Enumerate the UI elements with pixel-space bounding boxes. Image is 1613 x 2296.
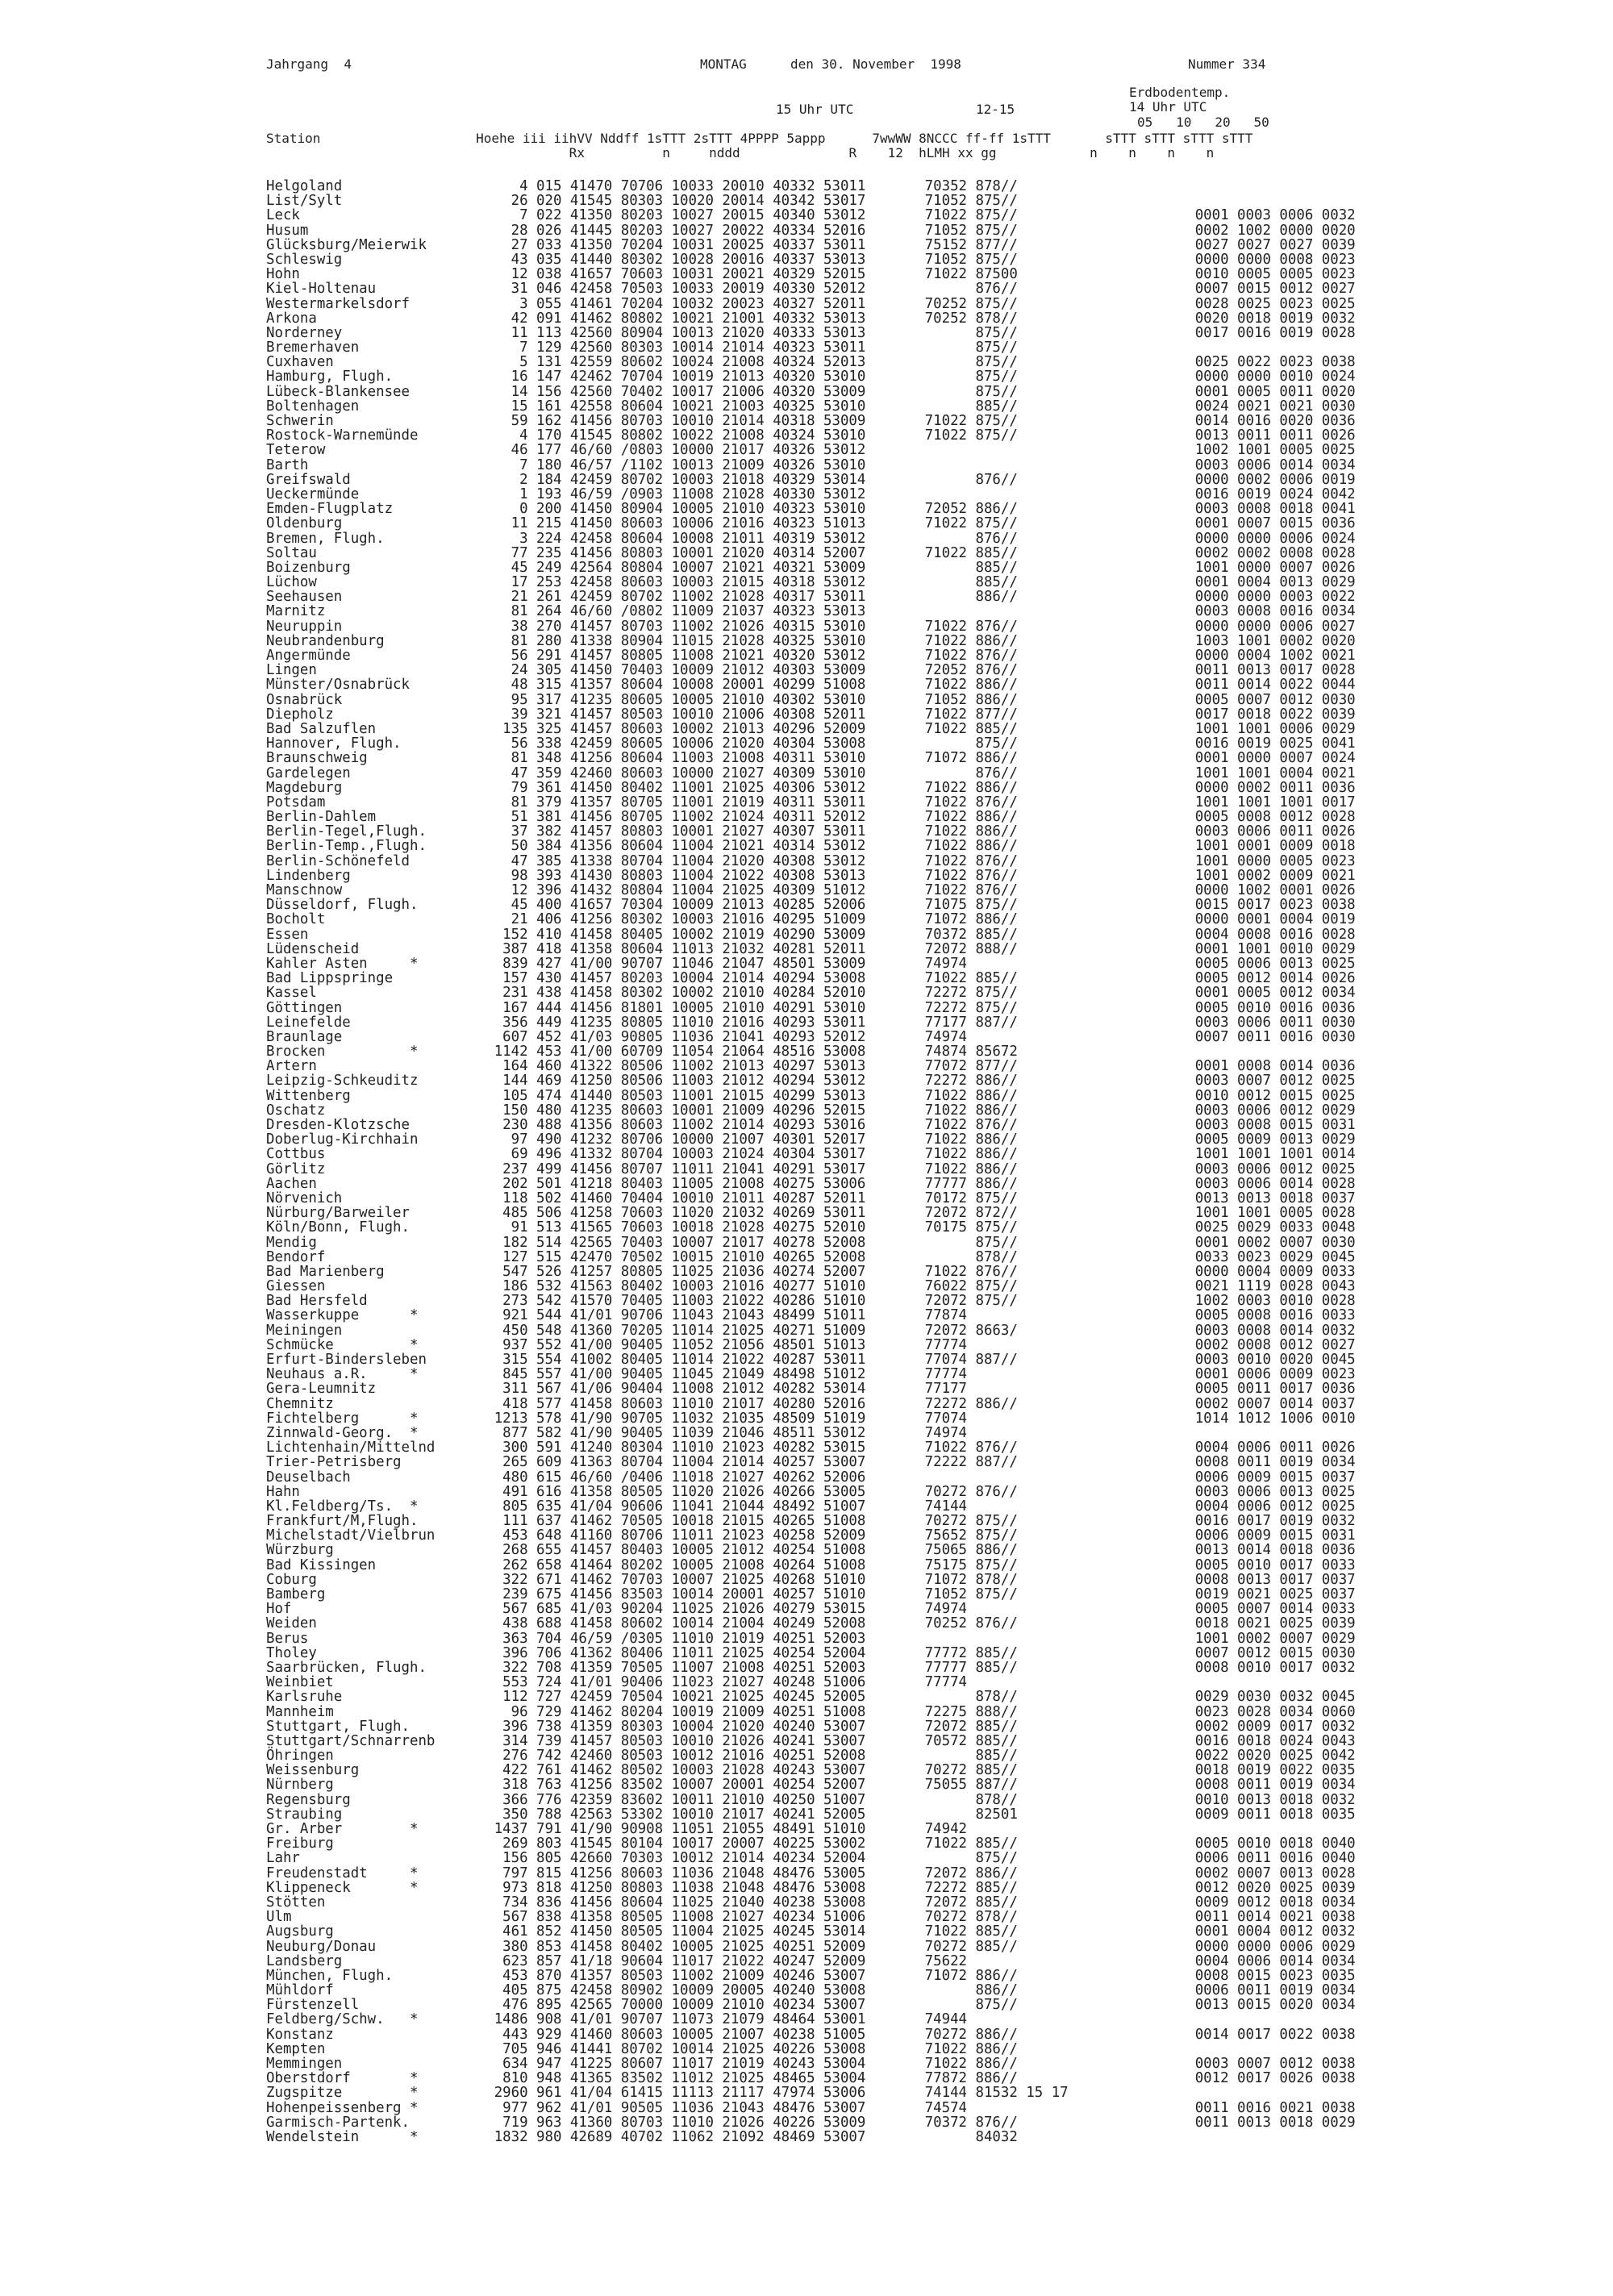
table-row: Westermarkelsdorf 3 055 41461 70204 10032 20023 40327 52011 70252 875// 0028 0025 0023 0025 bbox=[266, 295, 1356, 312]
table-row: Magdeburg 79 361 41450 80402 11001 21025 40306 53012 71022 886// 0000 0002 0011 0036 bbox=[266, 779, 1356, 796]
table-row: Bendorf 127 515 42470 70502 10015 21010 40265 52008 878// 0033 0023 0029 0045 bbox=[266, 1248, 1356, 1265]
table-row: Hamburg, Flugh. 16 147 42462 70704 10019 21013 40320 53010 875// 0000 0000 0010 0024 bbox=[266, 369, 1356, 385]
table-row: Weissenburg 422 761 41462 80502 10003 21028 40243 53007 70272 885// 0018 0019 0022 0035 bbox=[266, 1762, 1356, 1779]
table-row: Memmingen 634 947 41225 80607 11017 21019 40243 53004 71022 886// 0003 0007 0012 0038 bbox=[266, 2056, 1356, 2072]
table-row: Kahler Asten * 839 427 41/00 90707 11046 21047 48501 53009 74974 0005 0006 0013 0025 bbox=[266, 955, 1356, 972]
table-row: Freiburg 269 803 41545 80104 10017 20007 40225 53002 71022 885// 0005 0010 0018 0040 bbox=[266, 1836, 1356, 1852]
table-row: Gardelegen 47 359 42460 80603 10000 21027 40309 53010 876// 1001 1001 0004 0021 bbox=[266, 765, 1356, 781]
table-row: Deuselbach 480 615 46/60 /0406 11018 21027 40262 52006 0006 0009 0015 0037 bbox=[266, 1469, 1356, 1486]
table-row: Cuxhaven 5 131 42559 80602 10024 21008 40324 52013 875// 0025 0022 0023 0038 bbox=[266, 354, 1356, 371]
table-row: Wasserkuppe * 921 544 41/01 90706 11043 21043 48499 51011 77874 0005 0008 0016 0033 bbox=[266, 1307, 1356, 1324]
table-row: Landsberg 623 857 41/18 90604 11017 21022 40247 52009 75622 0004 0006 0014 0034 bbox=[266, 1952, 1356, 1969]
table-row: Lüdenscheid 387 418 41358 80604 11013 21032 40281 52011 72072 888// 0001 1001 0010 0029 bbox=[266, 940, 1356, 957]
table-row: Göttingen 167 444 41456 81801 10005 21010 40291 53010 72272 875// 0005 0010 0016 0036 bbox=[266, 999, 1356, 1016]
table-row: Bad Salzuflen 135 325 41457 80603 10002 21013 40296 52009 71022 885// 1001 1001 0006 0029 bbox=[266, 720, 1356, 737]
table-row: Gr. Arber * 1437 791 41/90 90908 11051 21055 48491 51010 74942 bbox=[266, 1821, 1187, 1837]
table-row: Mühldorf 405 875 42458 80902 10009 20005 40240 53008 886// 0006 0011 0019 0034 bbox=[266, 1982, 1356, 1999]
table-row: Essen 152 410 41458 80405 10002 21019 40290 53009 70372 885// 0004 0008 0016 0028 bbox=[266, 926, 1356, 943]
table-row: Neuhaus a.R. * 845 557 41/00 90405 11045 21049 48498 51012 77774 0001 0006 0009 0023 bbox=[266, 1366, 1356, 1383]
table-row: Zinnwald-Georg. * 877 582 41/90 90405 11039 21046 48511 53012 74974 bbox=[266, 1424, 1187, 1441]
table-row: Bocholt 21 406 41256 80302 10003 21016 40295 51009 71072 886// 0000 0001 0004 0019 bbox=[266, 911, 1356, 928]
jahrgang-label: Jahrgang 4 bbox=[266, 56, 352, 72]
table-row: Mendig 182 514 42565 70403 10007 21017 40278 52008 875// 0001 0002 0007 0030 bbox=[266, 1234, 1356, 1251]
table-row: Potsdam 81 379 41357 80705 11001 21019 40311 53011 71022 876// 1001 1001 1001 0017 bbox=[266, 794, 1356, 810]
table-row: Kassel 231 438 41458 80302 10002 21010 40284 52010 72272 875// 0001 0005 0012 0034 bbox=[266, 985, 1356, 1002]
table-row: Hohenpeissenberg * 977 962 41/01 90505 11036 21043 48476 53007 74574 0011 0016 0021 0038 bbox=[266, 2099, 1356, 2116]
table-row: Ulm 567 838 41358 80505 11008 21027 40234 51006 70272 878// 0011 0014 0021 0038 bbox=[266, 1909, 1356, 1926]
table-row: Lahr 156 805 42660 70303 10012 21014 40234 52004 875// 0006 0011 0016 0040 bbox=[266, 1850, 1356, 1867]
time-15-label: 15 Uhr UTC bbox=[776, 102, 854, 117]
table-row: Leipzig-Schkeuditz 144 469 41250 80506 11003 21012 40294 53012 72272 886// 0003 0007 0012 0025 bbox=[266, 1073, 1356, 1090]
table-row: Lüchow 17 253 42458 80603 10003 21015 40318 53012 885// 0001 0004 0013 0029 bbox=[266, 574, 1356, 591]
table-row: Arkona 42 091 41462 80802 10021 21001 40332 53013 70252 878// 0020 0018 0019 0032 bbox=[266, 310, 1356, 327]
table-row: Gera-Leumnitz 311 567 41/06 90404 11008 21012 40282 53014 77177 0005 0011 0017 0036 bbox=[266, 1381, 1356, 1398]
table-row: Mannheim 96 729 41462 80204 10019 21009 40251 51008 72275 888// 0023 0028 0034 0060 bbox=[266, 1703, 1356, 1720]
erdboden-title: Erdbodentemp. bbox=[1129, 85, 1231, 100]
table-row: Bremen, Flugh. 3 224 42458 80604 10008 21011 40319 53012 876// 0000 0000 0006 0024 bbox=[266, 530, 1356, 547]
table-row: Chemnitz 418 577 41458 80603 11010 21017 40280 52016 72272 886// 0002 0007 0014 0037 bbox=[266, 1395, 1356, 1412]
table-row: Frankfurt/M,Flugh. 111 637 41462 70505 10018 21015 40265 51008 70272 875// 0016 0017 0019 0032 bbox=[266, 1513, 1356, 1530]
table-row: Oldenburg 11 215 41450 80603 10006 21016 40323 51013 71022 875// 0001 0007 0015 0036 bbox=[266, 515, 1356, 532]
table-row: Bad Marienberg 547 526 41257 80805 11025 21036 40274 52007 71022 876// 0000 0004 0009 0033 bbox=[266, 1263, 1356, 1280]
table-row: Oberstdorf * 810 948 41365 83502 11012 21025 48465 53004 77872 886// 0012 0017 0026 0038 bbox=[266, 2070, 1356, 2087]
table-row: Marnitz 81 264 46/60 /0802 11009 21037 40323 53013 0003 0008 0016 0034 bbox=[266, 603, 1356, 620]
table-row: Berlin-Dahlem 51 381 41456 80705 11002 21024 40311 52012 71022 886// 0005 0008 0012 0028 bbox=[266, 809, 1356, 826]
table-row: Helgoland 4 015 41470 70706 10033 20010 40332 53011 70352 878// bbox=[266, 178, 1187, 194]
table-row: Leck 7 022 41350 80203 10027 20015 40340 53012 71022 875// 0001 0003 0006 0032 bbox=[266, 207, 1356, 224]
table-row: Angermünde 56 291 41457 80805 11008 21021 40320 53012 71022 876// 0000 0004 1002 0021 bbox=[266, 648, 1356, 664]
table-row: Kiel-Holtenau 31 046 42458 70503 10033 20019 40330 52012 876// 0007 0015 0012 0027 bbox=[266, 281, 1356, 298]
table-row: Braunschweig 81 348 41256 80604 11003 21008 40311 53010 71072 886// 0001 0000 0007 0024 bbox=[266, 750, 1356, 767]
table-row: Weinbiet 553 724 41/01 90406 11023 21027 40248 51006 77774 bbox=[266, 1674, 1187, 1691]
table-row: Diepholz 39 321 41457 80503 10010 21006 40308 52011 71022 877// 0017 0018 0022 0039 bbox=[266, 706, 1356, 723]
table-row: Braunlage 607 452 41/03 90805 11036 21041 40293 52012 74974 0007 0011 0016 0030 bbox=[266, 1028, 1356, 1045]
table-row: Bad Hersfeld 273 542 41570 70405 11003 21022 40286 51010 72072 875// 1002 0003 0010 0028 bbox=[266, 1293, 1356, 1310]
table-row: Nürnberg 318 763 41256 83502 10007 20001 40254 52007 75055 887// 0008 0011 0019 0034 bbox=[266, 1777, 1356, 1794]
table-row: Hahn 491 616 41358 80505 11020 21026 40266 53005 70272 876// 0003 0006 0013 0025 bbox=[266, 1483, 1356, 1500]
table-row: Stuttgart/Schnarrenb 314 739 41457 80503 10010 21026 40241 53007 70572 885// 0016 0018 0024 0043 bbox=[266, 1732, 1356, 1749]
table-row: Freudenstadt * 797 815 41256 80603 11036 21048 48476 53005 72072 886// 0002 0007 0013 0028 bbox=[266, 1865, 1356, 1881]
table-row: Glücksburg/Meierwik 27 033 41350 70204 10031 20025 40337 53011 75152 877// 0027 0027 0027 0039 bbox=[266, 236, 1356, 253]
table-row: Bad Kissingen 262 658 41464 80202 10005 21008 40264 51008 75175 875// 0005 0010 0017 0033 bbox=[266, 1556, 1356, 1573]
table-row: Bad Lippspringe 157 430 41457 80203 10004 21014 40294 53008 71022 885// 0005 0012 0014 0026 bbox=[266, 970, 1356, 987]
table-row: Greifswald 2 184 42459 80702 10003 21018 40329 53014 876// 0000 0002 0006 0019 bbox=[266, 471, 1356, 488]
table-row: Feldberg/Schw. * 1486 908 41/01 90707 11073 21079 48464 53001 74944 bbox=[266, 2011, 1187, 2028]
table-row: Osnabrück 95 317 41235 80605 10005 21010 40302 53010 71052 886// 0005 0007 0012 0030 bbox=[266, 691, 1356, 708]
table-row: Öhringen 276 742 42460 80503 10012 21016 40251 52008 885// 0022 0020 0025 0042 bbox=[266, 1748, 1356, 1765]
table-row: Kl.Feldberg/Ts. * 805 635 41/04 90606 11041 21044 48492 51007 74144 0004 0006 0012 0025 bbox=[266, 1498, 1356, 1515]
table-row: Berus 363 704 46/59 /0305 11010 21019 40251 52003 1001 0002 0007 0029 bbox=[266, 1630, 1356, 1647]
table-row: Berlin-Schönefeld 47 385 41338 80704 11004 21020 40308 53012 71022 876// 1001 0000 0005 0023 bbox=[266, 852, 1356, 869]
table-row: Erfurt-Bindersleben 315 554 41002 80405 11014 21022 40287 53011 77074 887// 0003 0010 0020 0045 bbox=[266, 1352, 1356, 1368]
station-table bbox=[266, 179, 1356, 2144]
table-row: Hof 567 685 41/03 90204 11025 21026 40279 53015 74974 0005 0007 0014 0033 bbox=[266, 1601, 1356, 1618]
table-row: List/Sylt 26 020 41545 80303 10020 20014 40342 53017 71052 875// bbox=[266, 193, 1187, 210]
table-row: Schleswig 43 035 41440 80302 10028 20016 40337 53013 71052 875// 0000 0000 0008 0023 bbox=[266, 251, 1356, 268]
time-12-15-label: 12-15 bbox=[976, 102, 1015, 117]
table-row: Regensburg 366 776 42359 83602 10011 21010 40250 51007 878// 0010 0013 0018 0032 bbox=[266, 1791, 1356, 1808]
table-row: Neuruppin 38 270 41457 80703 11002 21026 40315 53010 71022 876// 0000 0000 0006 0027 bbox=[266, 618, 1356, 635]
table-row: Aachen 202 501 41218 80403 11005 21008 40275 53006 77777 886// 0003 0006 0014 0028 bbox=[266, 1175, 1356, 1192]
column-header-1: Station Hoehe iii iihVV Nddff 1sTTT 2sTTT 4PPPP 5appp 7wwWW 8NCCC ff-ff 1sTTT sTTT sTTT sTTT sTTT bbox=[266, 131, 1253, 146]
table-row: Nürburg/Barweiler 485 506 41258 70603 11020 21032 40269 53011 72072 872// 1001 1001 0005 0028 bbox=[266, 1205, 1356, 1222]
table-row: Leinefelde 356 449 41235 80805 11010 21016 40293 53011 77177 887// 0003 0006 0011 0030 bbox=[266, 1014, 1356, 1031]
table-row: Barth 7 180 46/57 /1102 10013 21009 40326 53010 0003 0006 0014 0034 bbox=[266, 456, 1356, 473]
table-row: Teterow 46 177 46/60 /0803 10000 21017 40326 53012 1002 1001 0005 0025 bbox=[266, 442, 1356, 459]
table-row: Fürstenzell 476 895 42565 70000 10009 21010 40234 53007 875// 0013 0015 0020 0034 bbox=[266, 1997, 1356, 2014]
table-row: Emden-Flugplatz 0 200 41450 80904 10005 21010 40323 53010 72052 886// 0003 0008 0018 0041 bbox=[266, 501, 1356, 518]
table-row: Husum 28 026 41445 80203 10027 20022 40334 52016 71052 875// 0002 1002 0000 0020 bbox=[266, 222, 1356, 239]
table-row: Köln/Bonn, Flugh. 91 513 41565 70603 10018 21028 40275 52010 70175 875// 0025 0029 0033 0048 bbox=[266, 1219, 1356, 1236]
table-row: Norderney 11 113 42560 80904 10013 21020 40333 53013 875// 0017 0016 0019 0028 bbox=[266, 324, 1356, 341]
table-row: Manschnow 12 396 41432 80804 11004 21025 40309 51012 71022 876// 0000 1002 0001 0026 bbox=[266, 882, 1356, 898]
table-row: Klippeneck * 973 818 41250 80803 11038 21048 48476 53008 72272 885// 0012 0020 0025 0039 bbox=[266, 1879, 1356, 1896]
table-row: Augsburg 461 852 41450 80505 11004 21025 40245 53014 71022 885// 0001 0004 0012 0032 bbox=[266, 1923, 1356, 1940]
table-row: Zugspitze * 2960 961 41/04 61415 11113 21117 47974 53006 74144 81532 15 17 bbox=[266, 2085, 1153, 2102]
table-row: Schmücke * 937 552 41/00 90405 11052 21056 48501 51013 77774 0002 0008 0012 0027 bbox=[266, 1336, 1356, 1353]
date-label: den 30. November 1998 bbox=[790, 56, 961, 72]
table-row: Schwerin 59 162 41456 80703 10010 21014 40318 53009 71022 875// 0014 0016 0020 0036 bbox=[266, 413, 1356, 429]
table-row: Cottbus 69 496 41332 80704 10003 21024 40304 53017 71022 886// 1001 1001 1001 0014 bbox=[266, 1146, 1356, 1163]
table-row: Meiningen 450 548 41360 70205 11014 21025 40271 51009 72072 8663/ 0003 0008 0014 0032 bbox=[266, 1322, 1356, 1339]
table-row: Coburg 322 671 41462 70703 10007 21025 40268 51010 71072 878// 0008 0013 0017 0037 bbox=[266, 1571, 1356, 1588]
table-row: Seehausen 21 261 42459 80702 11002 21028 40317 53011 886// 0000 0000 0003 0022 bbox=[266, 589, 1356, 606]
table-row: Neubrandenburg 81 280 41338 80904 11015 21028 40325 53010 71022 886// 1003 1001 0002 0020 bbox=[266, 632, 1356, 649]
table-row: Konstanz 443 929 41460 80603 10005 21007 40238 51005 70272 886// 0014 0017 0022 0038 bbox=[266, 2026, 1356, 2043]
table-row: Giessen 186 532 41563 80402 10003 21016 40277 51010 76022 875// 0021 1119 0028 0043 bbox=[266, 1278, 1356, 1295]
table-row: Doberlug-Kirchhain 97 490 41232 80706 10000 21007 40301 52017 71022 886// 0005 0009 0013 0029 bbox=[266, 1131, 1356, 1148]
table-row: Düsseldorf, Flugh. 45 400 41657 70304 10009 21013 40285 52006 71075 875// 0015 0017 0023 0038 bbox=[266, 897, 1356, 914]
table-row: Stötten 734 836 41456 80604 11025 21040 40238 53008 72072 885// 0009 0012 0018 0034 bbox=[266, 1894, 1356, 1911]
table-row: Soltau 77 235 41456 80803 10001 21020 40314 52007 71022 885// 0002 0002 0008 0028 bbox=[266, 544, 1356, 561]
table-row: Berlin-Tegel,Flugh. 37 382 41457 80803 10001 21027 40307 53011 71022 886// 0003 0006 0011 0026 bbox=[266, 823, 1356, 840]
table-row: Wendelstein * 1832 980 42689 40702 11062 21092 48469 53007 84032 bbox=[266, 2128, 1187, 2145]
table-row: Bremerhaven 7 129 42560 80303 10014 21014 40323 53011 875// bbox=[266, 340, 1187, 356]
table-row: Boizenburg 45 249 42564 80804 10007 21021 40321 53009 885// 1001 0000 0007 0026 bbox=[266, 559, 1356, 576]
table-row: Münster/Osnabrück 48 315 41357 80604 10008 20001 40299 51008 71022 886// 0011 0014 0022 0044 bbox=[266, 677, 1356, 694]
table-row: Kempten 705 946 41441 80702 10014 21025 40226 53008 71022 886// bbox=[266, 2040, 1187, 2057]
table-row: Würzburg 268 655 41457 80403 10005 21012 40254 51008 75065 886// 0013 0014 0018 0036 bbox=[266, 1542, 1356, 1559]
table-row: Hannover, Flugh. 56 338 42459 80605 10006 21020 40304 53008 875// 0016 0019 0025 0041 bbox=[266, 735, 1356, 752]
table-row: Bamberg 239 675 41456 83503 10014 20001 40257 51010 71052 875// 0019 0021 0025 0037 bbox=[266, 1586, 1356, 1602]
erdboden-time: 14 Uhr UTC bbox=[1129, 99, 1207, 115]
table-row: Fichtelberg * 1213 578 41/90 90705 11032 21035 48509 51019 77074 1014 1012 1006 0010 bbox=[266, 1410, 1356, 1427]
table-row: Straubing 350 788 42563 53302 10010 21017 40241 52005 82501 0009 0011 0018 0035 bbox=[266, 1806, 1356, 1823]
table-row: Ueckermünde 1 193 46/59 /0903 11008 21028 40330 53012 0016 0019 0024 0042 bbox=[266, 485, 1356, 502]
erdboden-depths: 05 10 20 50 bbox=[1137, 115, 1269, 130]
table-row: München, Flugh. 453 870 41357 80503 11002 21009 40246 53007 71072 886// 0008 0015 0023 0035 bbox=[266, 1967, 1356, 1984]
table-row: Karlsruhe 112 727 42459 70504 10021 21025 40245 52005 878// 0029 0030 0032 0045 bbox=[266, 1689, 1356, 1706]
table-row: Dresden-Klotzsche 230 488 41356 80603 11002 21014 40293 53016 71022 876// 0003 0008 0015 0031 bbox=[266, 1117, 1356, 1133]
table-row: Brocken * 1142 453 41/00 60709 11054 21064 48516 53008 74874 85672 bbox=[266, 1044, 1187, 1060]
table-row: Oschatz 150 480 41235 80603 10001 21009 40296 52015 71022 886// 0003 0006 0012 0029 bbox=[266, 1102, 1356, 1119]
table-row: Garmisch-Partenk. 719 963 41360 80703 11010 21026 40226 53009 70372 876// 0011 0013 0018 0029 bbox=[266, 2114, 1356, 2131]
table-row: Stuttgart, Flugh. 396 738 41359 80303 10004 21020 40240 53007 72072 885// 0002 0009 0017 0032 bbox=[266, 1718, 1356, 1735]
table-row: Lindenberg 98 393 41430 80803 11004 21022 40308 53013 71022 876// 1001 0002 0009 0021 bbox=[266, 867, 1356, 884]
weekday-label: MONTAG bbox=[700, 56, 747, 72]
table-row: Wittenberg 105 474 41440 80503 11001 21015 40299 53013 71022 886// 0010 0012 0015 0025 bbox=[266, 1087, 1356, 1104]
table-row: Lingen 24 305 41450 70403 10009 21012 40303 53009 72052 876// 0011 0013 0017 0028 bbox=[266, 662, 1356, 679]
table-row: Neuburg/Donau 380 853 41458 80402 10005 21025 40251 52009 70272 885// 0000 0000 0006 0029 bbox=[266, 1938, 1356, 1955]
table-row: Saarbrücken, Flugh. 322 708 41359 70505 11007 21008 40251 52003 77777 885// 0008 0010 0017 0032 bbox=[266, 1659, 1356, 1676]
table-row: Berlin-Temp.,Flugh. 50 384 41356 80604 11004 21021 40314 53012 71022 886// 1001 0001 0009 0018 bbox=[266, 838, 1356, 855]
table-row: Rostock-Warnemünde 4 170 41545 80802 10022 21008 40324 53010 71022 875// 0013 0011 0011 0026 bbox=[266, 427, 1356, 444]
table-row: Hohn 12 038 41657 70603 10031 20021 40329 52015 71022 87500 0010 0005 0005 0023 bbox=[266, 266, 1356, 283]
table-row: Lübeck-Blankensee 14 156 42560 70402 10017 21006 40320 53009 875// 0001 0005 0011 0020 bbox=[266, 383, 1356, 400]
table-row: Görlitz 237 499 41456 80707 11011 21041 40291 53017 71022 886// 0003 0006 0012 0025 bbox=[266, 1161, 1356, 1177]
table-row: Lichtenhain/Mittelnd 300 591 41240 80304 11010 21023 40282 53015 71022 876// 0004 0006 0011 0026 bbox=[266, 1440, 1356, 1456]
table-row: Nörvenich 118 502 41460 70404 10010 21011 40287 52011 70172 875// 0013 0013 0018 0037 bbox=[266, 1190, 1356, 1206]
table-row: Boltenhagen 15 161 42558 80604 10021 21003 40325 53010 885// 0024 0021 0021 0030 bbox=[266, 398, 1356, 415]
column-header-2: Rx n nddd R 12 hLMH xx gg n n n n bbox=[266, 145, 1215, 160]
table-row: Tholey 396 706 41362 80406 11011 21025 40254 52004 77772 885// 0007 0012 0015 0030 bbox=[266, 1644, 1356, 1661]
table-row: Artern 164 460 41322 80506 11002 21013 40297 53013 77072 877// 0001 0008 0014 0036 bbox=[266, 1058, 1356, 1075]
table-row: Michelstadt/Vielbrun 453 648 41160 80706 11011 21023 40258 52009 75652 875// 0006 0009 0015 0031 bbox=[266, 1527, 1356, 1544]
issue-number: Nummer 334 bbox=[1188, 56, 1266, 72]
table-row: Trier-Petrisberg 265 609 41363 80704 11004 21014 40257 53007 72222 887// 0008 0011 0019 0034 bbox=[266, 1454, 1356, 1471]
table-row: Weiden 438 688 41458 80602 10014 21004 40249 52008 70252 876// 0018 0021 0025 0039 bbox=[266, 1615, 1356, 1632]
